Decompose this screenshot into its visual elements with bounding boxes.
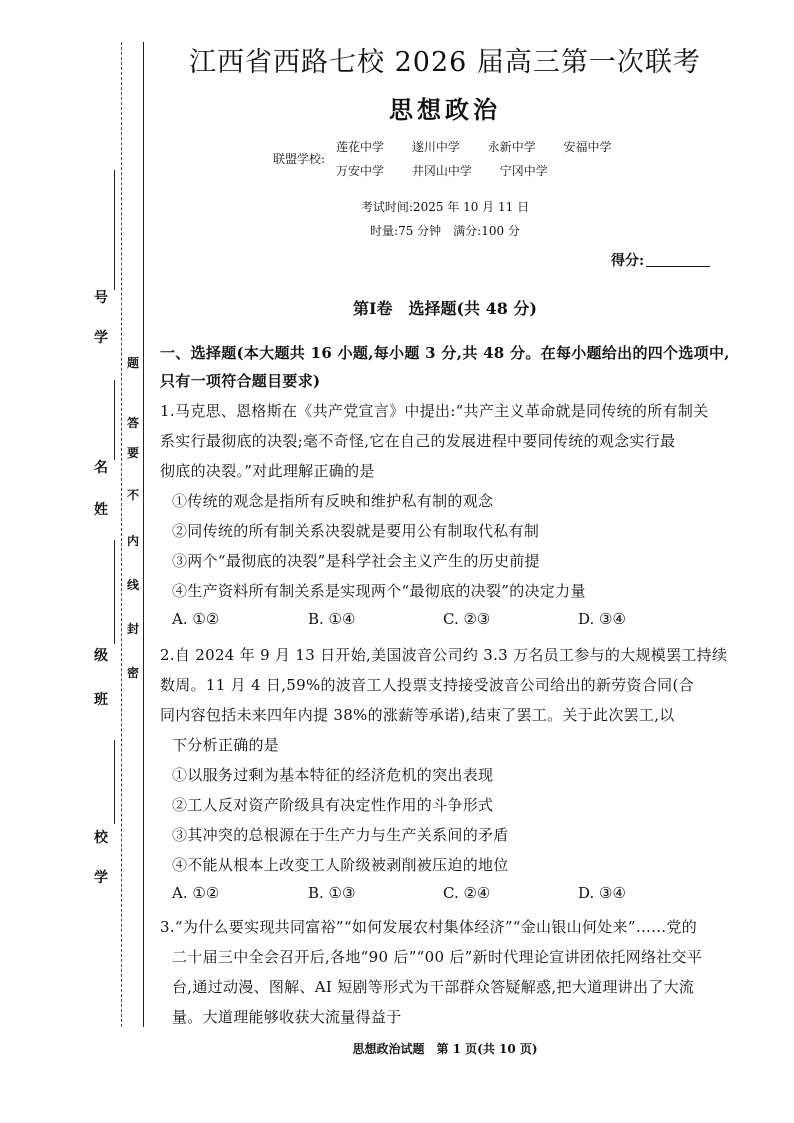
score-label: 得分: [611,253,645,269]
school-name: 万安中学 [336,164,385,178]
seal-char: 线 [126,578,139,592]
binding-line [143,42,144,1027]
option-b[interactable]: B. ①③ [308,884,356,902]
option-c[interactable]: C. ②③ [443,610,491,628]
school-name: 宁冈中学 [499,164,548,178]
seal-char: 封 [126,622,139,636]
school-field[interactable]: 校 学 [88,740,128,890]
instructions-line: 一、选择题(本大题共 16 小题,每小题 3 分,共 48 分。在每小题给出的四个选项中, [160,344,730,362]
student-number-field[interactable]: 号 学 [88,170,128,350]
option-d[interactable]: D. ③④ [578,610,626,628]
question-stem: 下分析正确的是 [172,736,280,754]
subject-title: 思想政治 [389,95,501,124]
question-stem: 量。大道理能够收获大流量得益于 [172,1008,402,1026]
option-d[interactable]: D. ③④ [578,884,626,902]
seal-char: 要 [126,446,139,460]
score-field[interactable] [611,250,710,270]
alliance-label: 联盟学校: [273,152,326,166]
statement: ②同传统的所有制关系决裂就是要用公有制取代私有制 [172,522,540,540]
school-name: 安福中学 [563,140,612,154]
page-footer: 思想政治试题 第 1 页(共 10 页) [352,1042,538,1056]
option-c[interactable]: C. ②④ [443,884,491,902]
instructions-line: 只有一项符合题目要求) [160,372,321,390]
score-blank[interactable] [646,266,710,267]
seal-char: 内 [126,534,139,548]
seal-char: 不 [126,488,139,502]
question-stem: 1.马克思、恩格斯在《共产党宣言》中提出:“共产主义革命就是同传统的所有制关 [160,402,709,420]
question-stem: 2.自 2024 年 9 月 13 日开始,美国波音公司约 3.3 万名员工参与的大规模罢工持续 [160,646,728,664]
statement: ②工人反对资产阶级具有决定性作用的斗争形式 [172,796,494,814]
statement: ④生产资料所有制关系是实现两个“最彻底的决裂”的决定力量 [172,582,586,600]
question-stem: 二十届三中全会召开后,各地“90 后”“00 后”新时代理论宣讲团依托网络社交平 [172,948,703,966]
exam-title: 江西省西路七校 2026 届高三第一次联考 [189,47,701,78]
question-stem: 3.“为什么要实现共同富裕”“如何发展农村集体经济”“金山银山何处来”……党的 [160,918,698,936]
class-field[interactable]: 级 班 [88,540,128,720]
option-b[interactable]: B. ①④ [308,610,356,628]
statement: ③两个“最彻底的决裂”是科学社会主义产生的历史前提 [172,552,540,570]
exam-duration: 时量:75 分钟 满分:100 分 [370,224,520,238]
school-name: 井冈山中学 [411,164,472,178]
statement: ④不能从根本上改变工人阶级被剥削被压迫的地位 [172,856,509,874]
seal-char: 答 [126,416,139,430]
statement: ①传统的观念是指所有反映和维护私有制的观念 [172,492,494,510]
school-list [336,138,626,155]
school-name: 遂川中学 [411,140,460,154]
school-name: 莲花中学 [336,140,385,154]
school-list [336,162,562,179]
seal-char: 密 [126,666,139,680]
name-field[interactable]: 名 姓 [88,380,128,550]
option-a[interactable]: A. ①② [172,610,220,628]
statement: ①以服务过剩为基本特征的经济危机的突出表现 [172,766,494,784]
question-stem: 同内容包括未来四年内提 38%的涨薪等承诺),结束了罢工。关于此次罢工,以 [160,706,675,724]
statement: ③其冲突的总根源在于生产力与生产关系间的矛盾 [172,826,509,844]
question-stem: 台,通过动漫、图解、AI 短剧等形式为干部群众答疑解惑,把大道理讲出了大流 [172,978,695,996]
exam-time: 考试时间:2025 年 10 月 11 日 [360,200,530,214]
question-stem: 系实行最彻底的决裂;毫不奇怪,它在自己的发展进程中要同传统的观念实行最 [160,432,676,450]
school-name: 永新中学 [487,140,536,154]
question-stem: 数周。11 月 4 日,59%的波音工人投票支持接受波音公司给出的新劳资合同(合 [160,676,694,694]
section-title: 第Ⅰ卷 选择题(共 48 分) [352,299,538,318]
seal-char: 题 [126,356,139,370]
option-a[interactable]: A. ①② [172,884,220,902]
question-stem: 彻底的决裂。”对此理解正确的是 [160,462,375,480]
